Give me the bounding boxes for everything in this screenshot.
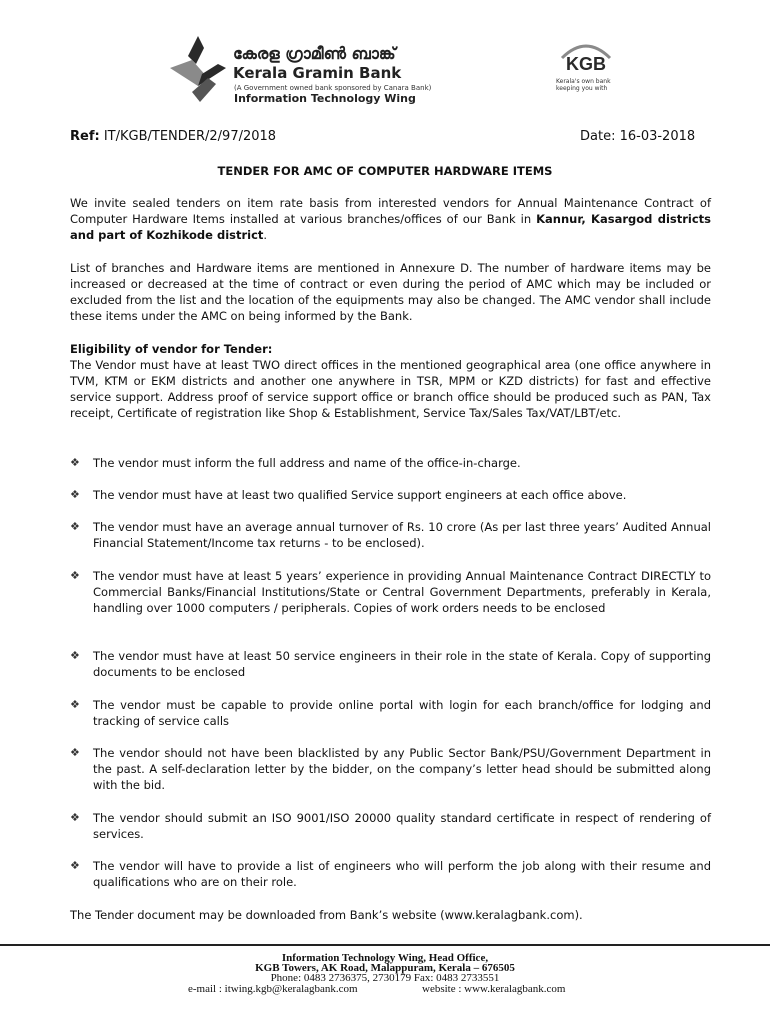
download-note: The Tender document may be downloaded from Bank’s website (www.keralagbank.com). [70,908,583,922]
bullet-text: The vendor must have at least 50 service engineers in their role in the state of Kerala. Copy of supporting documents to be enclosed [93,649,711,679]
kgb-logo-text: KGB [566,54,606,74]
footer-line-2: KGB Towers, AK Road, Malappuram, Kerala – 676505 [255,962,515,974]
list-item [70,745,711,793]
letterhead [0,0,770,120]
footer-divider [0,944,770,946]
ref-label: Ref: [70,129,100,144]
bullet-diamond-icon: ❖ [70,859,80,872]
kerala-gramin-bank-logo-icon [168,34,228,104]
intro-bold-districts: Kannur, Kasargod districts and part of Kozhikode district [70,212,711,242]
intro-paragraph [70,195,711,243]
kgb-tagline [556,78,611,92]
bullet-text: The vendor must have at least 5 years’ experience in providing Annual Maintenance Contract DIRECTLY to Commercial Banks/Financial Institutions/State or Central Government Departments, preferably in Kerala, handling over 1000 computers / peripherals. Copies of work orders needs to be enclosed [93,569,711,615]
bank-name-malayalam: കേരള ഗ്രാമീൺ ബാങ്ക് [233,44,396,63]
footer-email[interactable]: e-mail : itwing.kgb@keralagbank.com [188,983,358,995]
bullet-text: The vendor must have at least two qualified Service support engineers at each office above. [93,488,627,502]
date-label: Date: [580,129,616,144]
bullet-diamond-icon: ❖ [70,698,80,711]
bullet-text: The vendor must inform the full address and name of the office-in-charge. [93,456,521,470]
list-item [70,455,711,471]
bullet-text: The vendor should not have been blacklisted by any Public Sector Bank/PSU/Government Department in the past. A self-declaration letter by the bidder, on the company’s letter head should be submitted along with the bid. [93,746,711,792]
bullet-text: The vendor will have to provide a list of engineers who will perform the job along with their resume and qualifications who are on their role. [93,859,711,889]
footer-website[interactable]: website : www.keralagbank.com [422,983,566,995]
intro-end: . [263,228,268,242]
bank-name-english: Kerala Gramin Bank [233,64,402,82]
list-item [70,648,711,680]
bullet-diamond-icon: ❖ [70,811,80,824]
bullet-diamond-icon: ❖ [70,456,80,469]
bullet-diamond-icon: ❖ [70,569,80,582]
bullet-diamond-icon: ❖ [70,488,80,501]
list-item [70,519,711,551]
footer-line-3: Phone: 0483 2736375, 2730179 Fax: 0483 2733551 [270,972,500,984]
document-title: TENDER FOR AMC OF COMPUTER HARDWARE ITEMS [217,164,553,178]
document-date [580,129,695,144]
date-value: 16-03-2018 [619,129,696,144]
list-item [70,858,711,890]
eligibility-section [70,341,711,421]
reference-number [70,129,276,144]
list-item [70,487,711,503]
list-item [70,568,711,616]
kgb-logo-icon [556,40,616,76]
bullet-diamond-icon: ❖ [70,520,80,533]
list-item [70,697,711,729]
bullet-diamond-icon: ❖ [70,746,80,759]
list-item [70,810,711,842]
hardware-list-paragraph: List of branches and Hardware items are mentioned in Annexure D. The number of hardware items may be increased or decreased at the time of contract or even during the period of AMC which may be included or excluded from the list and the location of the equipments may also be changed. The AMC vendor shall include these items under the AMC on being informed by the Bank. [70,261,711,323]
eligibility-text: The Vendor must have at least TWO direct offices in the mentioned geographical area (one office anywhere in TVM, KTM or EKM districts and another one anywhere in TSR, MPM or KZD districts) for fast and effective service support. Address proof of service support office or branch office should be produced such as PAN, Tax receipt, Certificate of registration like Shop & Establishment, Service Tax/Sales Tax/VAT/LBT/etc. [70,358,711,420]
bullet-diamond-icon: ❖ [70,649,80,662]
bullet-text: The vendor should submit an ISO 9001/ISO 20000 quality standard certificate in respect of rendering of services. [93,811,711,841]
bank-subtitle: (A Government owned bank sponsored by Canara Bank) [234,84,432,92]
ref-value: IT/KGB/TENDER/2/97/2018 [103,129,277,144]
kgb-tagline-2: keeping you with [556,85,608,92]
kgb-tagline-1: Kerala's own bank [556,78,611,85]
eligibility-heading: Eligibility of vendor for Tender: [70,342,273,356]
bullet-text: The vendor must be capable to provide online portal with login for each branch/office for lodging and tracking of service calls [93,698,711,728]
footer-line-1: Information Technology Wing, Head Office, [281,952,489,964]
intro-text: We invite sealed tenders on item rate basis from interested vendors for Annual Maintenance Contract of Computer Hardware Items installed at various branches/offices of our Bank in [70,196,711,226]
bullet-text: The vendor must have an average annual turnover of Rs. 10 crore (As per last three years’ Audited Annual Financial Statement/Income tax returns - to be enclosed). [93,520,711,550]
wing-name: Information Technology Wing [234,92,416,105]
